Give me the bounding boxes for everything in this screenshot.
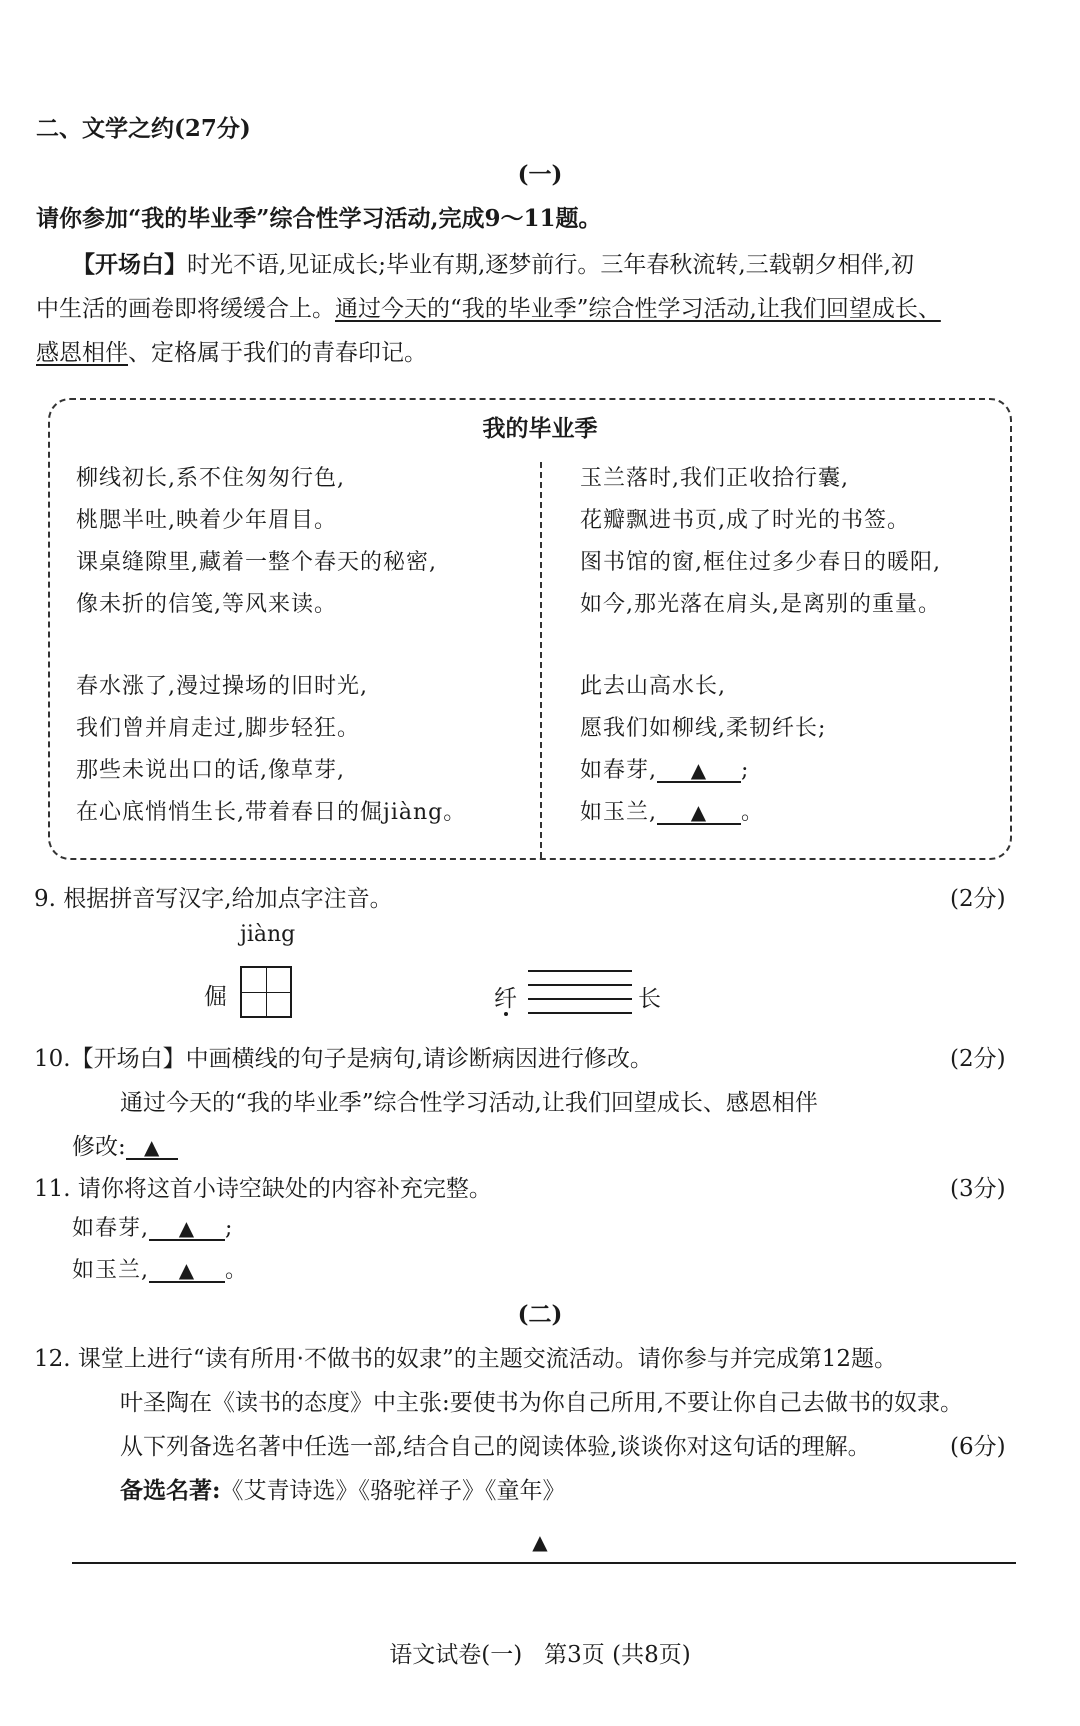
poem-blank-line-2: 如玉兰, ▲ 。 [580, 800, 765, 825]
opening-line-3-text: 、定格属于我们的青春印记。 [128, 340, 427, 366]
poem-line: 春水涨了,漫过操场的旧时光, [76, 674, 368, 699]
underlined-sentence-part1: 通过今天的“我的毕业季”综合性学习活动,让我们回望成长、 [335, 296, 941, 322]
q9-text: 9. 根据拼音写汉字,给加点字注音。 [34, 886, 393, 912]
poem-line: 在心底悄悄生长,带着春日的倔jiàng。 [76, 800, 467, 825]
poem-line: 那些未说出口的话,像草芽, [76, 758, 345, 783]
q12-score: (6分) [950, 1434, 1006, 1460]
q9-char-jue: 倔 [204, 984, 227, 1010]
q10-revise-row [72, 1128, 178, 1161]
opening-line-1 [72, 246, 914, 279]
q10-text: 10.【开场白】中画横线的句子是病句,请诊断病因进行修改。 [34, 1046, 653, 1072]
q12-books: 《艾青诗选》《骆驼祥子》《童年》 [220, 1478, 566, 1504]
q11-text: 11. 请你将这首小诗空缺处的内容补充完整。 [34, 1176, 492, 1202]
q11-score: (3分) [950, 1176, 1006, 1202]
q10-revise-label: 修改: [72, 1134, 126, 1160]
q10-score: (2分) [950, 1046, 1006, 1072]
page-footer: 语文试卷(一) 第3页 (共8页) [389, 1642, 691, 1668]
poem-divider [540, 462, 542, 858]
poem-line: 柳线初长,系不住匆匆行色, [76, 466, 345, 491]
poem-line: 花瓣飘进书页,成了时光的书签。 [580, 508, 910, 533]
q12-books-row [120, 1472, 566, 1505]
opening-line-2-text: 中生活的画卷即将缓缓合上。 [36, 296, 335, 322]
q12-quote: 叶圣陶在《读书的态度》中主张:要使书为你自己所用,不要让你自己去做书的奴隶。 [120, 1390, 964, 1416]
poem-line: 课桌缝隙里,藏着一整个春天的秘密, [76, 550, 437, 575]
answer-blank[interactable]: ▲ [149, 1217, 225, 1241]
poem-line: 此去山高水长, [580, 674, 726, 699]
section-heading: 二、文学之约(27分) [36, 115, 251, 142]
underlined-sentence-part2: 感恩相伴 [36, 340, 128, 366]
poem-line: 桃腮半吐,映着少年眉目。 [76, 508, 337, 533]
opening-line-3 [36, 334, 427, 367]
q9-score: (2分) [950, 886, 1006, 912]
poem-title: 我的毕业季 [482, 415, 598, 442]
poem-right-column [580, 458, 941, 834]
q12-task: 从下列备选名著中任选一部,结合自己的阅读体验,谈谈你对这句话的理解。 [120, 1434, 871, 1460]
character-writing-grid[interactable] [240, 966, 292, 1018]
poem-blank-line-1: 如春芽, ▲ ; [580, 758, 750, 783]
q10-sentence: 通过今天的“我的毕业季”综合性学习活动,让我们回望成长、感恩相伴 [120, 1090, 818, 1116]
answer-blank[interactable]: ▲ [657, 759, 741, 783]
part-two-label: (二) [517, 1301, 563, 1328]
poem-line: 如今,那光落在肩头,是离别的重量。 [580, 592, 941, 617]
poem-left-column [76, 458, 466, 834]
answer-blank[interactable]: ▲ [126, 1136, 178, 1160]
answer-blank[interactable]: ▲ [657, 801, 741, 825]
q9-pinyin: jiàng [240, 922, 296, 947]
answer-blank[interactable]: ▲ [149, 1259, 225, 1283]
q9-char-chang: 长 [638, 986, 661, 1012]
poem-line: 图书馆的窗,框住过多少春日的暖阳, [580, 550, 941, 575]
poem-line: 我们曾并肩走过,脚步轻狂。 [76, 716, 360, 741]
poem-line: 像未折的信笺,等风来读。 [76, 592, 337, 617]
opening-line-1-text: 时光不语,见证成长;毕业有期,逐梦前行。三年春秋流转,三载朝夕相伴,初 [187, 252, 914, 278]
poem-line: 玉兰落时,我们正收拾行囊, [580, 466, 849, 491]
q9-char-xian: 纤 [494, 986, 517, 1012]
part-one-label: (一) [517, 161, 563, 188]
q12-books-label: 备选名著: [120, 1477, 221, 1504]
answer-line[interactable] [72, 1562, 1016, 1564]
q11-line-2: 如玉兰, ▲ 。 [72, 1258, 249, 1283]
q11-line-1: 如春芽, ▲ ; [72, 1216, 234, 1241]
part-one-instruction: 请你参加“我的毕业季”综合性学习活动,完成9～11题。 [36, 205, 602, 232]
q12-text: 12. 课堂上进行“读有所用·不做书的奴隶”的主题交流活动。请你参与并完成第12题。 [34, 1346, 897, 1372]
emphasis-dot [504, 1012, 508, 1016]
answer-mark: ▲ [532, 1530, 548, 1554]
opening-label: 【开场白】 [72, 251, 187, 278]
opening-line-2 [36, 290, 941, 323]
poem-line: 愿我们如柳线,柔韧纤长; [580, 716, 827, 741]
pinyin-writing-lines[interactable] [528, 970, 632, 1018]
